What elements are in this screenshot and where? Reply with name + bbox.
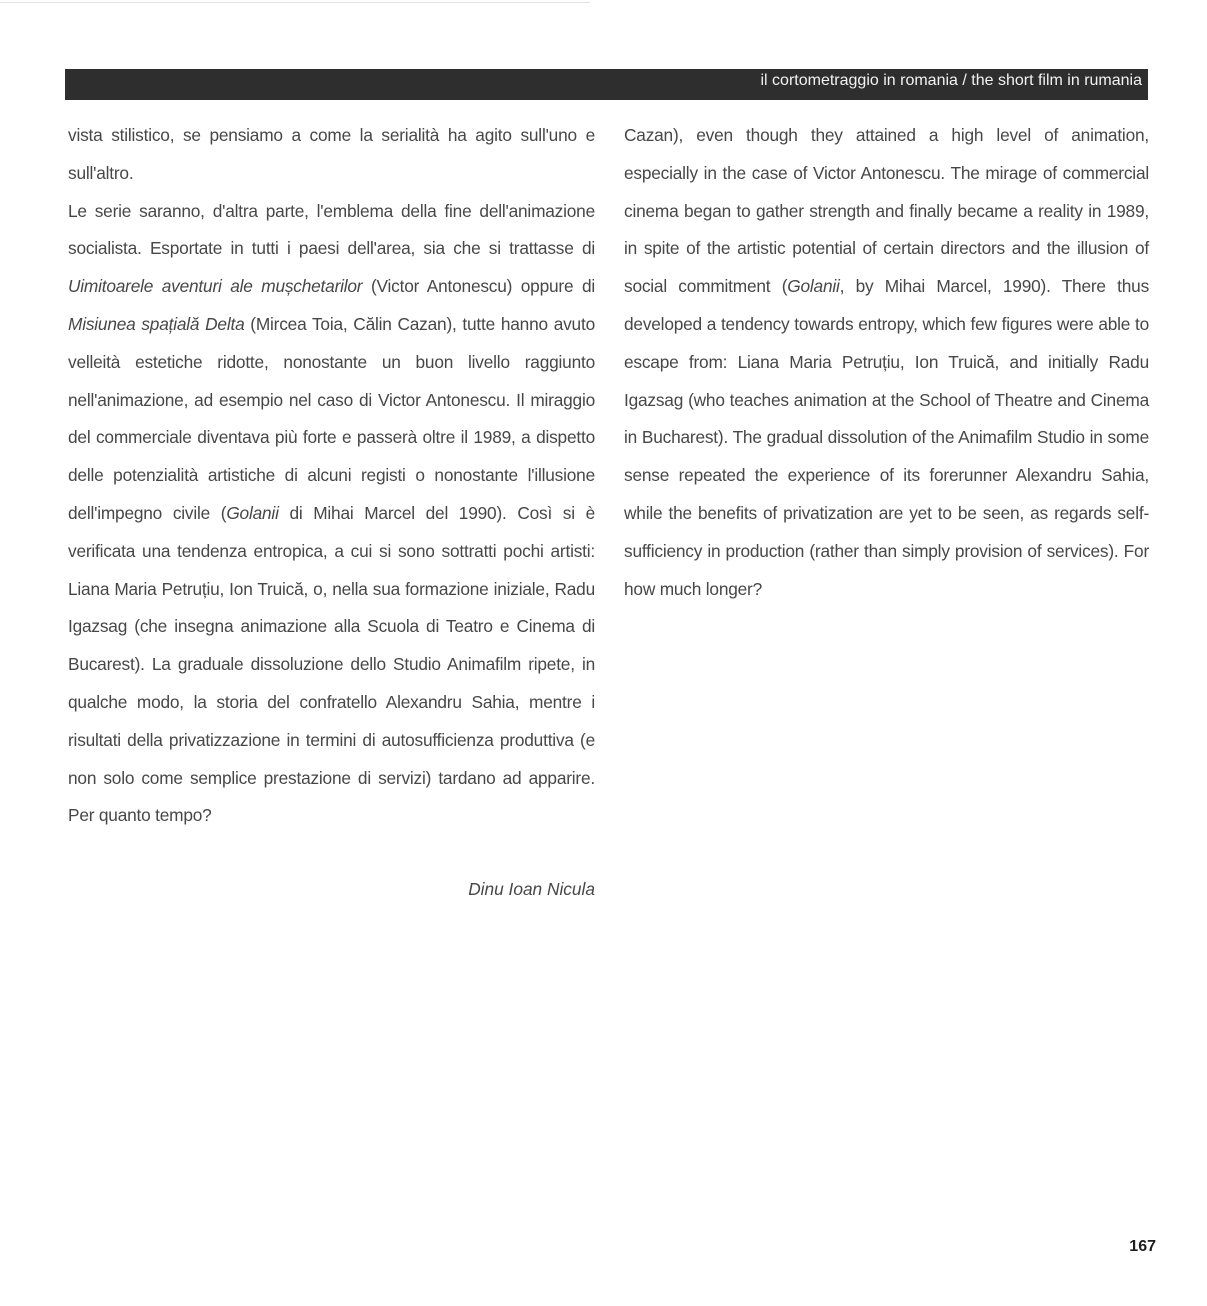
- film-title: Golanii: [226, 502, 279, 523]
- text-run: di Mihai Marcel del 1990). Così si è verificata una tendenza entropica, a cui si sono sottratti pochi artisti: Liana Maria Petruțiu, Ion Truică, o, nella sua formazione iniziale, Radu Igazsag (che insegna animazione alla Scuola di Teatro e Cinema di Bucarest). La graduale dissoluzione dello Studio Animafilm ripete, in qualche modo, la storia del confratello Alexandru Sahia, mentre i risultati della privatizzazione in termini di autosufficienza produttiva (e non solo come semplice prestazione di servizi) tardano ad apparire. Per quanto tempo?: [68, 502, 596, 826]
- film-title: Uimitoarele aventuri ale mușchetarilor: [68, 276, 363, 297]
- right-paragraph-1: [624, 117, 1149, 608]
- running-header-title: il cortometraggio in romania / the short film in rumania: [760, 72, 1142, 89]
- running-header-bar: [65, 69, 1148, 100]
- text-run: (Mircea Toia, Călin Cazan), tutte hanno avuto velleità estetiche ridotte, nonostante un buon livello raggiunto nell'animazione, ad esempio nel caso di Victor Antonescu. Il miraggio del commerciale diventava più forte e passerà oltre il 1989, a dispetto delle potenzialità artistiche di alcuni registi o nonostante l'illusione dell'impegno civile (: [68, 313, 595, 523]
- text-run: (Victor Antonescu) oppure di: [362, 276, 595, 297]
- left-paragraph-2: [68, 193, 595, 836]
- page-number: 167: [1129, 1238, 1156, 1255]
- text-run: Le serie saranno, d'altra parte, l'emblema della fine dell'animazione socialista. Esportate in tutti i paesi dell'area, sia che si trattasse di: [68, 200, 595, 259]
- left-text-column: [68, 117, 595, 835]
- text-run: Cazan), even though they attained a high level of animation, especially in the case of Victor Antonescu. The mirage of commercial cinema began to gather strength and finally became a reality in 1989, in spite of the artistic potential of certain directors and the illusion of social commitment (: [624, 125, 1149, 297]
- film-title: Misiunea spațială Delta: [68, 313, 245, 334]
- left-paragraph-1: vista stilistico, se pensiamo a come la serialità ha agito sull'uno e sull'altro.: [68, 125, 595, 183]
- right-text-column: [624, 117, 1149, 608]
- text-run: , by Mihai Marcel, 1990). There thus developed a tendency towards entropy, which few figures were able to escape from: Liana Maria Petruțiu, Ion Truică, and initially Radu Igazsag (who teaches animation at the School of Theatre and Cinema in Bucharest). The gradual dissolution of the Animafilm Studio in some sense repeated the experience of its forerunner Alexandru Sahia, while the benefits of privatization are yet to be seen, as regards self-sufficiency in production (rather than simply provision of services). For how much longer?: [624, 276, 1150, 599]
- top-rule: [0, 2, 590, 3]
- film-title: Golanii: [787, 276, 840, 297]
- author-signature: Dinu Ioan Nicula: [468, 879, 595, 899]
